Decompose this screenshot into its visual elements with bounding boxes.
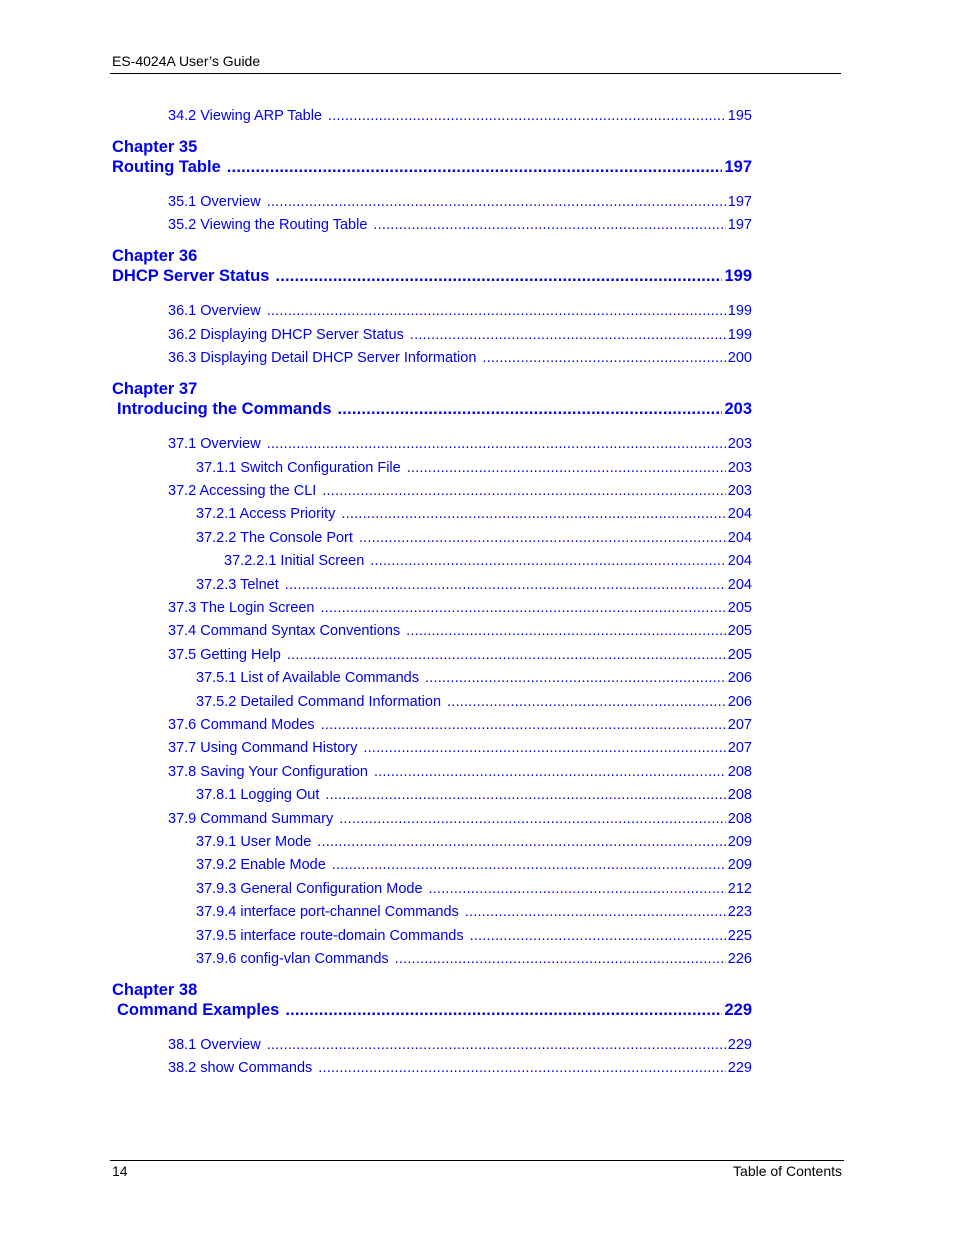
toc-entry-link[interactable] bbox=[196, 833, 752, 851]
toc-entry-page-number: 209 bbox=[727, 834, 752, 850]
toc-entry-link[interactable] bbox=[168, 1036, 752, 1054]
toc-entry-page-number: 212 bbox=[727, 880, 752, 897]
toc-entry-page-number: 206 bbox=[727, 670, 752, 687]
dot-leader bbox=[267, 302, 726, 320]
dot-leader bbox=[227, 157, 723, 177]
dot-leader bbox=[325, 786, 725, 804]
toc-entry-link[interactable] bbox=[196, 856, 752, 874]
toc-entry-page-number: 204 bbox=[727, 576, 752, 593]
toc-entry-label: 37.2.2 The Console Port bbox=[196, 529, 353, 546]
toc-entry-link[interactable] bbox=[196, 903, 752, 921]
toc-entry-page-number: 204 bbox=[727, 553, 752, 570]
toc-entry-link[interactable] bbox=[168, 302, 752, 320]
toc-entry-link[interactable] bbox=[196, 950, 752, 968]
dot-leader bbox=[338, 399, 723, 419]
toc-entry-label: 37.2.1 Access Priority bbox=[196, 506, 336, 523]
toc-entry-label: 37.2.3 Telnet bbox=[196, 576, 279, 593]
toc-entry-link[interactable] bbox=[168, 216, 752, 234]
toc-entry-page-number: 209 bbox=[727, 857, 752, 874]
toc-entry-link[interactable] bbox=[196, 880, 752, 898]
dot-leader bbox=[322, 482, 725, 500]
chapter-number[interactable]: Chapter 37 bbox=[112, 380, 198, 399]
toc-entry-label: 37.8 Saving Your Configuration bbox=[168, 763, 368, 780]
toc-entry-link[interactable] bbox=[168, 810, 752, 828]
dot-leader bbox=[275, 266, 722, 286]
toc-entry-page-number: 206 bbox=[727, 693, 752, 710]
toc-entry-link[interactable] bbox=[168, 482, 752, 500]
toc-entry-page-number: 203 bbox=[727, 459, 752, 476]
toc-entry-page-number: 204 bbox=[727, 529, 752, 546]
toc-entry-page-number: 205 bbox=[727, 646, 752, 663]
toc-entry-page-number: 207 bbox=[727, 740, 752, 757]
toc-entry-link[interactable] bbox=[168, 646, 752, 664]
toc-entry-page-number: 208 bbox=[727, 810, 752, 827]
chapter-title: Command Examples bbox=[117, 1001, 280, 1019]
toc-entry-link[interactable] bbox=[196, 786, 752, 804]
toc-entry-label: 37.3 The Login Screen bbox=[168, 600, 315, 616]
dot-leader bbox=[359, 529, 726, 547]
toc-entry-link[interactable] bbox=[196, 576, 752, 594]
toc-entry-label: 37.9 Command Summary bbox=[168, 810, 334, 827]
toc-entry-page-number: 226 bbox=[727, 951, 752, 967]
dot-leader bbox=[267, 435, 726, 453]
chapter-page-number: 203 bbox=[724, 400, 752, 419]
toc-entry-label: 37.9.6 config-vlan Commands bbox=[196, 951, 389, 967]
toc-entry-label: 37.9.2 Enable Mode bbox=[196, 857, 326, 874]
dot-leader bbox=[373, 216, 725, 234]
dot-leader bbox=[287, 646, 726, 664]
toc-entry-label: 37.9.3 General Configuration Mode bbox=[196, 880, 423, 897]
footer-page-number: 14 bbox=[112, 1163, 128, 1179]
toc-entry-link[interactable] bbox=[168, 1059, 752, 1077]
toc-entry-page-number: 200 bbox=[727, 350, 752, 367]
toc-entry-label: 38.1 Overview bbox=[168, 1037, 261, 1053]
chapter-title-link[interactable] bbox=[112, 266, 752, 286]
toc-entry-page-number: 197 bbox=[727, 194, 752, 210]
toc-entry-label: 37.9.1 User Mode bbox=[196, 834, 312, 850]
dot-leader bbox=[407, 459, 726, 477]
chapter-number[interactable]: Chapter 35 bbox=[112, 138, 198, 156]
toc-entry-link[interactable] bbox=[196, 529, 752, 547]
chapter-number[interactable]: Chapter 38 bbox=[112, 981, 198, 999]
dot-leader bbox=[447, 693, 726, 711]
chapter-page-number: 199 bbox=[724, 267, 752, 286]
dot-leader bbox=[332, 856, 726, 874]
dot-leader bbox=[321, 716, 726, 734]
toc-entry-link[interactable] bbox=[168, 739, 752, 757]
toc-entry-link[interactable] bbox=[168, 622, 752, 640]
toc-entry-link[interactable] bbox=[196, 669, 752, 687]
toc-entry-page-number: 203 bbox=[727, 436, 752, 453]
toc-entry-label: 37.5.2 Detailed Command Information bbox=[196, 693, 442, 710]
toc-entry-page-number: 199 bbox=[727, 326, 752, 343]
toc-entry-label: 36.2 Displaying DHCP Server Status bbox=[168, 326, 404, 343]
toc-entry-link[interactable] bbox=[168, 107, 752, 125]
dot-leader bbox=[363, 739, 725, 757]
toc-entry-page-number: 225 bbox=[727, 927, 752, 944]
dot-leader bbox=[339, 810, 726, 828]
toc-entry-label: 38.2 show Commands bbox=[168, 1060, 313, 1077]
dot-leader bbox=[374, 763, 726, 781]
toc-entry-label: 37.8.1 Logging Out bbox=[196, 787, 320, 804]
footer-section-title: Table of Contents bbox=[733, 1163, 842, 1179]
toc-entry-label: 36.1 Overview bbox=[168, 303, 261, 320]
dot-leader bbox=[267, 1036, 726, 1054]
chapter-title: Introducing the Commands bbox=[117, 400, 332, 419]
toc-entry-link[interactable] bbox=[168, 716, 752, 734]
dot-leader bbox=[465, 903, 726, 921]
toc-entry-link[interactable] bbox=[224, 552, 752, 570]
toc-entry-page-number: 208 bbox=[727, 787, 752, 804]
dot-leader bbox=[341, 505, 725, 523]
running-header-title: ES-4024A User’s Guide bbox=[112, 53, 261, 69]
dot-leader bbox=[482, 349, 725, 367]
toc-entry-link[interactable] bbox=[196, 927, 752, 945]
toc-entry-label: 34.2 Viewing ARP Table bbox=[168, 108, 322, 124]
toc-entry-page-number: 205 bbox=[727, 600, 752, 616]
dot-leader bbox=[370, 552, 726, 570]
chapter-title: DHCP Server Status bbox=[112, 267, 270, 286]
toc-entry-label: 37.5 Getting Help bbox=[168, 646, 281, 663]
dot-leader bbox=[395, 950, 726, 968]
chapter-title-link[interactable] bbox=[112, 157, 752, 177]
toc-entry-page-number: 205 bbox=[727, 623, 752, 640]
dot-leader bbox=[318, 1059, 726, 1077]
toc-entry-link[interactable] bbox=[168, 326, 752, 344]
toc-entry-page-number: 208 bbox=[727, 763, 752, 780]
chapter-page-number: 229 bbox=[724, 1001, 752, 1019]
chapter-number[interactable]: Chapter 36 bbox=[112, 247, 198, 266]
dot-leader bbox=[429, 880, 726, 898]
chapter-title-link[interactable] bbox=[117, 1000, 752, 1020]
toc-entry-link[interactable] bbox=[196, 505, 752, 523]
toc-entry-link[interactable] bbox=[168, 599, 752, 617]
toc-entry-label: 37.2 Accessing the CLI bbox=[168, 483, 317, 499]
toc-entry-label: 35.1 Overview bbox=[168, 194, 261, 210]
chapter-page-number: 197 bbox=[724, 158, 752, 176]
toc-entry-label: 37.7 Using Command History bbox=[168, 740, 358, 757]
toc-entry-link[interactable] bbox=[168, 435, 752, 453]
toc-entry-link[interactable] bbox=[168, 193, 752, 211]
toc-entry-label: 37.9.5 interface route-domain Commands bbox=[196, 927, 464, 944]
toc-entry-link[interactable] bbox=[196, 693, 752, 711]
chapter-title-link[interactable] bbox=[117, 399, 752, 419]
toc-entry-page-number: 199 bbox=[727, 303, 752, 320]
toc-entry-label: 37.4 Command Syntax Conventions bbox=[168, 623, 401, 640]
toc-entry-label: 37.9.4 interface port-channel Commands bbox=[196, 904, 459, 921]
toc-entry-page-number: 229 bbox=[727, 1037, 752, 1053]
toc-entry-link[interactable] bbox=[168, 349, 752, 367]
toc-entry-page-number: 223 bbox=[727, 904, 752, 921]
toc-entry-page-number: 229 bbox=[727, 1060, 752, 1077]
toc-entry-label: 37.2.2.1 Initial Screen bbox=[224, 553, 365, 570]
toc-entry-page-number: 197 bbox=[727, 217, 752, 234]
toc-entry-link[interactable] bbox=[196, 459, 752, 477]
dot-leader bbox=[328, 107, 726, 125]
dot-leader bbox=[406, 622, 726, 640]
toc-entry-label: 37.6 Command Modes bbox=[168, 717, 315, 733]
dot-leader bbox=[285, 576, 726, 594]
footer-divider bbox=[110, 1160, 844, 1161]
dot-leader bbox=[410, 326, 726, 344]
chapter-title: Routing Table bbox=[112, 158, 221, 176]
toc-entry-label: 35.2 Viewing the Routing Table bbox=[168, 217, 368, 234]
toc-entry-page-number: 207 bbox=[727, 717, 752, 733]
dot-leader bbox=[317, 833, 726, 851]
toc-entry-page-number: 204 bbox=[727, 506, 752, 523]
dot-leader bbox=[320, 599, 725, 617]
toc-entry-label: 37.1 Overview bbox=[168, 436, 261, 453]
toc-entry-label: 37.1.1 Switch Configuration File bbox=[196, 459, 401, 476]
dot-leader bbox=[425, 669, 726, 687]
toc-entry-page-number: 195 bbox=[727, 108, 752, 124]
toc-entry-link[interactable] bbox=[168, 763, 752, 781]
dot-leader bbox=[267, 193, 726, 211]
dot-leader bbox=[470, 927, 726, 945]
toc-entry-page-number: 203 bbox=[727, 483, 752, 499]
toc-entry-label: 36.3 Displaying Detail DHCP Server Information bbox=[168, 350, 477, 367]
dot-leader bbox=[285, 1000, 722, 1020]
toc-entry-label: 37.5.1 List of Available Commands bbox=[196, 670, 420, 687]
